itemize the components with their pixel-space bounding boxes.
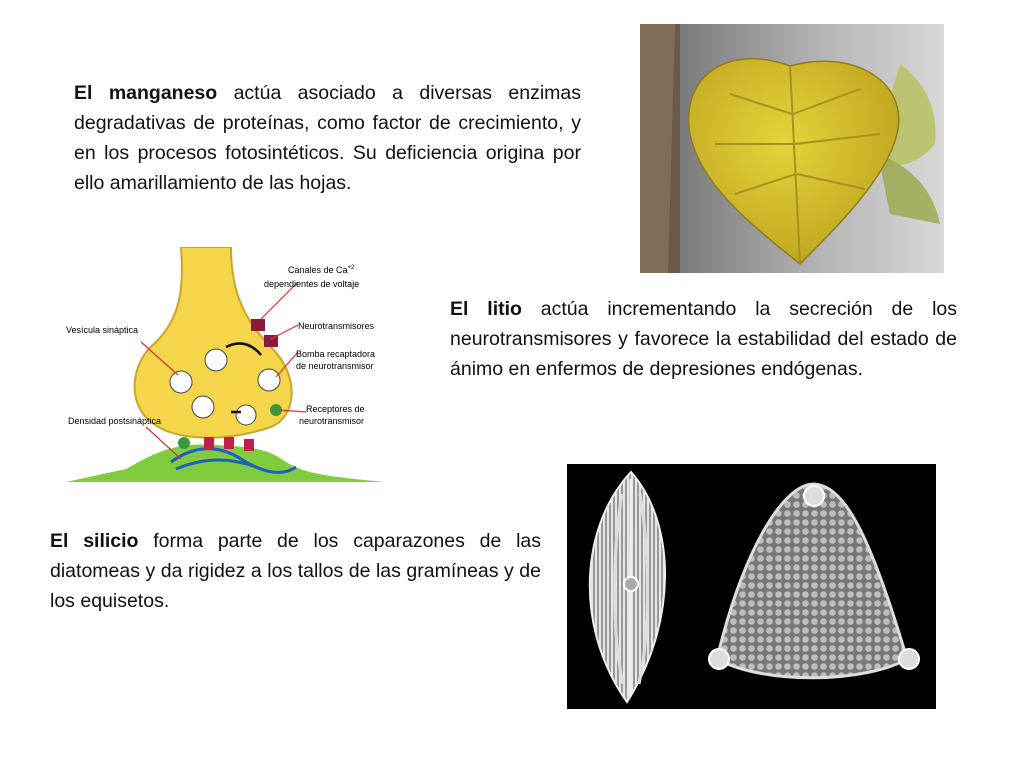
manganeso-paragraph [74,78,581,198]
label-bomba-2: de neurotransmisor [296,361,374,371]
label-neurotransmisor: Neurotransmisores [298,321,375,331]
silicio-paragraph [50,526,541,616]
label-receptores: Receptores de [306,404,365,414]
diatoms-micrograph [567,464,936,709]
manganeso-title: El manganeso [74,82,218,104]
label-canales-2: dependientes de voltaje [264,279,360,289]
label-receptores-2: neurotransmisor [299,416,365,426]
synapse-diagram [66,247,384,482]
label-bomba: Bomba recaptadora [296,349,376,359]
litio-paragraph [450,294,957,384]
label-densidad: Densidad postsináptica [68,416,162,426]
litio-text: actúa incrementando la secreción de los neurotransmisores y favorece la estabilidad del estado de ánimo en enfermos de depresiones endógenas. [450,298,957,380]
yellow-leaf-photo [640,24,944,273]
manganeso-text: actúa asociado a diversas enzimas degradativas de proteínas, como factor de crecimiento, y en los procesos fotosintéticos. Su deficiencia origina por ello amarillamiento de las hojas. [74,82,581,194]
label-canales: Canales de $Ca^{+2}$ [288,265,355,275]
label-vesicula: Vesícula sináptica [66,325,139,335]
silicio-title: El silicio [50,530,139,552]
silicio-text: forma parte de los caparazones de las diatomeas y da rigidez a los tallos de las gramíneas y de los equisetos. [50,530,541,612]
litio-title: El litio [450,298,522,320]
